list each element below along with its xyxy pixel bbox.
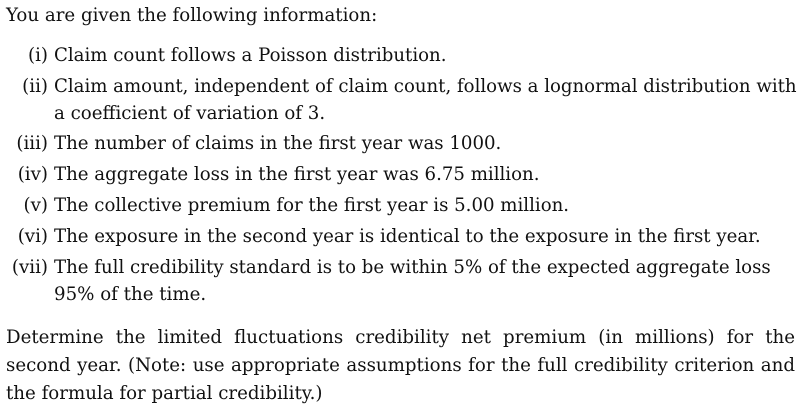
item-text: The exposure in the second year is identical to the exposure in the first year. <box>54 226 761 247</box>
item-text-continuation: 95% of the time. <box>54 284 207 305</box>
item-number: (v) <box>23 195 48 216</box>
item-number: (i) <box>27 45 48 66</box>
item-text: The collective premium for the first year is 5.00 million. <box>54 195 570 216</box>
intro-text: You are given the following information: <box>6 5 378 26</box>
item-text: Claim amount, independent of claim count, follows a lognormal distribution with <box>54 76 797 97</box>
item-text: Claim count follows a Poisson distribution. <box>54 45 447 66</box>
item-text-continuation: a coefficient of variation of 3. <box>54 103 326 124</box>
item-text: The full credibility standard is to be within 5% of the expected aggregate loss <box>54 257 771 278</box>
item-number: (vi) <box>17 226 48 247</box>
question-text: Determine the limited fluctuations credibility net premium (in millions) for the second year. (Note: use appropriate assumptions for the full credibility criterion and the formula for partial credibility.) <box>6 327 795 404</box>
item-number: (iii) <box>16 133 48 154</box>
item-number: (iv) <box>17 164 48 185</box>
item-number: (ii) <box>22 76 48 97</box>
item-text: The number of claims in the first year was 1000. <box>54 133 502 154</box>
item-number: (vii) <box>11 257 48 278</box>
item-text: The aggregate loss in the first year was 6.75 million. <box>54 164 540 185</box>
